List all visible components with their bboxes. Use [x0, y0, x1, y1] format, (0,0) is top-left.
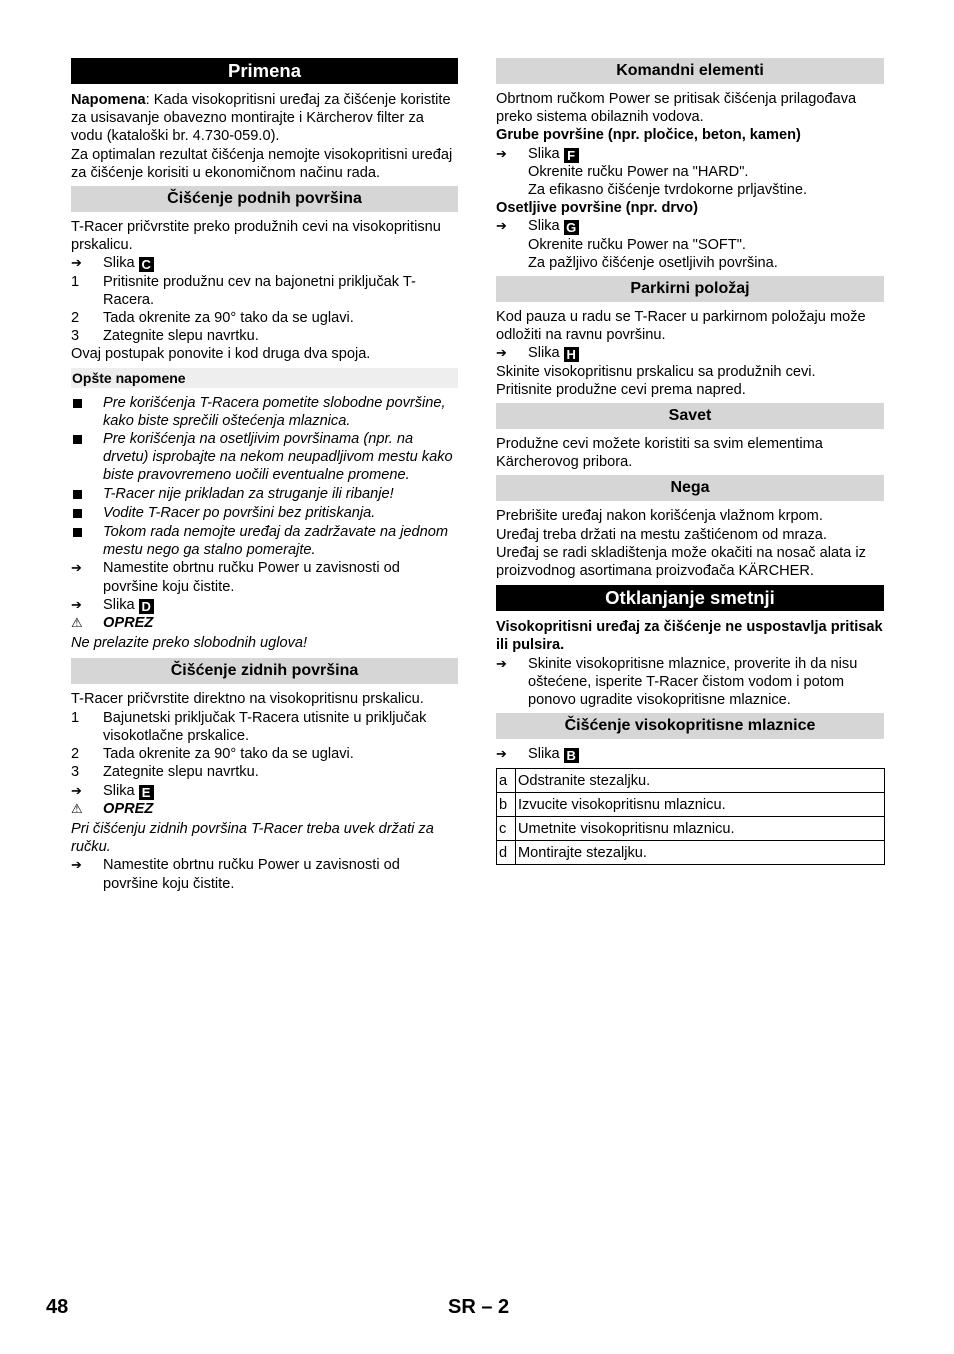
section-title-podnih: Čišćenje podnih površina	[71, 186, 458, 212]
page-number: 48	[46, 1296, 69, 1318]
figure-letter-badge: H	[564, 347, 579, 362]
parkirni-text-3: Pritisnite produžne cevi prema napred.	[496, 381, 746, 398]
warning-icon: ⚠	[71, 800, 83, 816]
square-bullet-icon	[73, 435, 82, 444]
step-item: 1 Bajunetski priključak T-Racera utisnite u priključak visokotlačne prskalice.	[71, 709, 427, 744]
section-title-mlaznice: Čišćenje visokopritisne mlaznice	[496, 713, 884, 739]
arrow-icon	[496, 655, 528, 710]
nega-text-1: Prebrišite uređaj nakon korišćenja vlažnom krpom.	[496, 508, 823, 525]
instruction-item: ➔ Skinite visokopritisne mlaznice, proverite ih da nisu oštećene, isperite T-Racer čistom vodom i potom ponovo ugradite visokopritisne mlaznice.	[496, 655, 884, 710]
parkirni-intro: Kod pauza u radu se T-Racer u parkirnom položaju može odložiti na ravnu površinu.	[496, 309, 866, 344]
warning-icon: ⚠	[71, 615, 83, 631]
komandni-intro: Obrtnom ručkom Power se pritisak čišćenja prilagođava preko sistema obilaznih vodova.	[496, 91, 857, 126]
grube-title: Grube površine (npr. pločice, beton, kamen)	[496, 127, 801, 144]
figure-ref: ➔ Slika F	[496, 145, 884, 163]
section-title-primena: Primena	[71, 58, 458, 84]
warning-text: Pri čišćenju zidnih površina T-Racer treba uvek držati za ručku.	[71, 820, 434, 856]
primena-note	[71, 91, 458, 146]
figure-letter-badge: E	[139, 785, 154, 800]
step-text: Pritisnite produžnu cev na bajonetni priključak T-Racera.	[103, 273, 416, 308]
section-title-nega: Nega	[496, 475, 884, 501]
warning-text: Ne prelazite preko slobodnih uglova!	[71, 635, 308, 652]
note-label: Napomena	[71, 92, 146, 108]
figure-letter-badge: C	[139, 257, 154, 272]
instruction-item: ➔ Namestite obrtnu ručku Power u zavisnosti od površine koju čistite.	[71, 559, 458, 595]
section-title-otklanjanje: Otklanjanje smetnji	[496, 585, 884, 611]
nega-text-3: Uređaj se radi skladištenja može okačiti na nosač alata iz proizvodnog asortimana proizvođača KÄRCHER.	[496, 544, 866, 580]
section-title-zidnih: Čišćenje zidnih površina	[71, 658, 458, 684]
table-row: c Umetnite visokopritisnu mlaznicu.	[497, 817, 885, 841]
grube-text-1: Okrenite ručku Power na "HARD".	[528, 163, 749, 180]
step-item	[71, 309, 458, 327]
zidnih-intro: T-Racer pričvrstite direktno na visokopritisnu prskalicu.	[71, 691, 424, 708]
figure-letter-badge: B	[564, 748, 579, 763]
parkirni-text-2: Skinite visokopritisnu prskalicu sa produžnih cevi.	[496, 363, 816, 380]
language-page-label: SR – 2	[448, 1296, 510, 1318]
grube-text-2: Za efikasno čišćenje tvrdokorne prljavštine.	[528, 182, 808, 199]
podnih-intro: T-Racer pričvrstite preko produžnih cevi na visokopritisnu prskalicu.	[71, 219, 441, 254]
figure-letter-badge: F	[564, 148, 579, 163]
square-bullet-icon	[73, 528, 82, 537]
osetljive-text-1: Okrenite ručku Power na "SOFT".	[528, 236, 746, 253]
figure-letter-badge: G	[564, 220, 579, 235]
figure-ref	[71, 254, 458, 272]
figure-ref: ➔ Slika E	[71, 782, 458, 800]
figure-ref: ➔ Slika B	[496, 745, 884, 763]
section-title-komandni: Komandni elementi	[496, 58, 884, 84]
arrow-icon	[496, 745, 528, 763]
step-item: 2 Tada okrenite za 90° tako da se uglavi.	[71, 746, 354, 763]
section-title-parkirni: Parkirni položaj	[496, 276, 884, 302]
figure-ref: ➔ Slika G	[496, 217, 884, 235]
bullet-item: Pre korišćenja T-Racera pometite slobodne površine, kako biste sprečili oštećenja mlaznica.	[71, 394, 458, 430]
step-text: Tada okrenite za 90° tako da se uglavi.	[103, 310, 354, 327]
section-title-savet: Savet	[496, 403, 884, 429]
figure-ref: ➔ Slika D	[71, 596, 458, 614]
step-text: Zategnite slepu navrtku.	[103, 328, 259, 345]
figure-letter-badge: D	[139, 599, 154, 614]
step-item	[71, 327, 458, 345]
note-text: : Kada visokopritisni uređaj za čišćenje koristite za usisavanje obavezno montirajte i Kärcherov filter za vodu (kataloški br. 4.730-059.0).	[71, 92, 451, 145]
bullet-item: T-Racer nije prikladan za struganje ili ribanje!	[71, 485, 458, 504]
square-bullet-icon	[73, 490, 82, 499]
warning-heading: ⚠ OPREZ	[71, 615, 154, 632]
right-column	[496, 58, 884, 865]
arrow-icon	[496, 344, 528, 362]
osetljive-text-2: Za pažljivo čišćenje osetljivih površina.	[528, 254, 778, 271]
square-bullet-icon	[73, 509, 82, 518]
arrow-icon	[496, 217, 528, 235]
step-number: 1	[71, 273, 80, 290]
arrow-icon	[496, 145, 528, 163]
bullet-item: Pre korišćenja na osetljivim površinama (npr. na drvetu) isprobajte na nekom neupadljivom mestu kako biste pravovremeno uočili eventualne promene.	[71, 430, 458, 485]
section-title-opste: Opšte napomene	[71, 368, 458, 388]
figure-ref: ➔ Slika H	[496, 344, 884, 362]
step-number: 3	[71, 328, 80, 345]
primena-text: Za optimalan rezultat čišćenja nemojte visokopritisni uređaj za čišćenje korisiti u ekonomičnom načinu rada.	[71, 146, 453, 181]
bullet-item: Vodite T-Racer po površini bez pritiskanja.	[71, 504, 458, 523]
table-row: d Montirajte stezaljku.	[497, 841, 885, 865]
steps-table	[496, 768, 885, 865]
slika-label: Slika	[103, 255, 135, 272]
arrow-icon	[71, 559, 103, 595]
arrow-icon	[71, 856, 103, 892]
nega-text-2: Uređaj treba držati na mestu zaštićenom od mraza.	[496, 526, 827, 543]
table-row: a Odstranite stezaljku.	[497, 769, 885, 793]
left-column	[71, 58, 458, 893]
arrow-icon	[71, 596, 103, 614]
table-row: b Izvucite visokopritisnu mlaznicu.	[497, 793, 885, 817]
arrow-icon	[71, 782, 103, 800]
warning-heading: ⚠ OPREZ	[71, 800, 154, 817]
square-bullet-icon	[73, 399, 82, 408]
savet-text: Produžne cevi možete koristiti sa svim elementima Kärcherovog pribora.	[496, 436, 823, 471]
step-item	[71, 273, 458, 309]
bullet-item: Tokom rada nemojte uređaj da zadržavate na jednom mestu nego ga stalno pomerajte.	[71, 523, 458, 559]
step-item: 3 Zategnite slepu navrtku.	[71, 764, 259, 781]
osetljive-title: Osetljive površine (npr. drvo)	[496, 200, 698, 217]
podnih-outro: Ovaj postupak ponovite i kod druga dva spoja.	[71, 346, 371, 363]
arrow-icon	[71, 254, 103, 272]
otklanjanje-problem: Visokopritisni uređaj za čišćenje ne uspostavlja pritisak ili pulsira.	[496, 619, 883, 654]
instruction-item: ➔ Namestite obrtnu ručku Power u zavisnosti od površine koju čistite.	[71, 856, 458, 892]
step-number: 2	[71, 310, 80, 327]
